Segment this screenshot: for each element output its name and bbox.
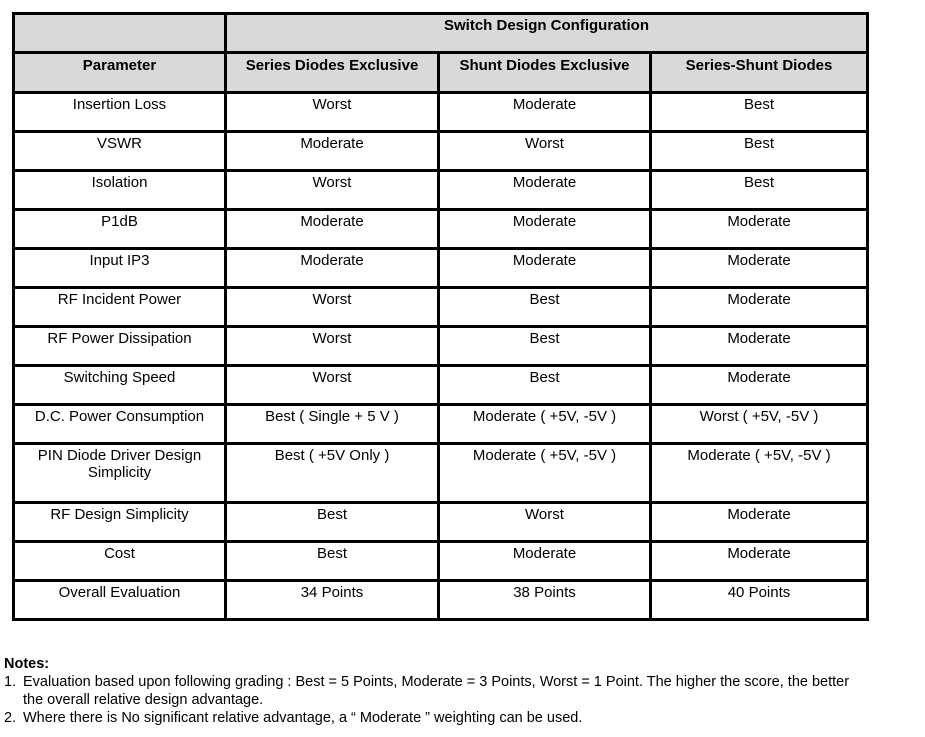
series-shunt-cell: Moderate ( +5V, -5V ) bbox=[651, 444, 868, 503]
series-shunt-cell: Moderate bbox=[651, 542, 868, 581]
series-shunt-cell: Moderate bbox=[651, 503, 868, 542]
series-shunt-cell: Moderate bbox=[651, 249, 868, 288]
table-row bbox=[14, 288, 868, 327]
column-header-series: Series Diodes Exclusive bbox=[226, 53, 439, 93]
table-row bbox=[14, 581, 868, 620]
shunt-cell: Moderate ( +5V, -5V ) bbox=[439, 444, 651, 503]
table-row bbox=[14, 444, 868, 503]
series-cell: Worst bbox=[226, 327, 439, 366]
notes-title: Notes: bbox=[4, 656, 50, 672]
corner-header-cell bbox=[14, 14, 226, 53]
parameter-cell: Cost bbox=[14, 542, 226, 581]
series-cell: Best ( Single + 5 V ) bbox=[226, 405, 439, 444]
series-cell: 34 Points bbox=[226, 581, 439, 620]
series-shunt-cell: Moderate bbox=[651, 288, 868, 327]
series-shunt-cell: Moderate bbox=[651, 366, 868, 405]
parameter-cell: Overall Evaluation bbox=[14, 581, 226, 620]
note-item bbox=[4, 673, 873, 709]
note-text: Evaluation based upon following grading : Best = 5 Points, Moderate = 3 Points, Worst = 1 Point. The higher the score, the better the overall relative design advantage. bbox=[23, 674, 850, 708]
shunt-cell: Moderate bbox=[439, 93, 651, 132]
series-cell: Best bbox=[226, 503, 439, 542]
series-cell: Worst bbox=[226, 366, 439, 405]
shunt-cell: Moderate bbox=[439, 542, 651, 581]
column-header-parameter: Parameter bbox=[14, 53, 226, 93]
table-row bbox=[14, 249, 868, 288]
series-cell: Moderate bbox=[226, 249, 439, 288]
table-row bbox=[14, 210, 868, 249]
shunt-cell: Worst bbox=[439, 503, 651, 542]
parameter-cell: Insertion Loss bbox=[14, 93, 226, 132]
parameter-cell: P1dB bbox=[14, 210, 226, 249]
shunt-cell: Moderate ( +5V, -5V ) bbox=[439, 405, 651, 444]
parameter-cell: PIN Diode Driver Design Simplicity bbox=[14, 444, 226, 503]
parameter-cell: VSWR bbox=[14, 132, 226, 171]
series-cell: Best ( +5V Only ) bbox=[226, 444, 439, 503]
table-row bbox=[14, 503, 868, 542]
column-header-shunt: Shunt Diodes Exclusive bbox=[439, 53, 651, 93]
parameter-cell: RF Incident Power bbox=[14, 288, 226, 327]
table-row bbox=[14, 542, 868, 581]
series-shunt-cell: Worst ( +5V, -5V ) bbox=[651, 405, 868, 444]
shunt-cell: Worst bbox=[439, 132, 651, 171]
series-shunt-cell: Moderate bbox=[651, 210, 868, 249]
shunt-cell: Moderate bbox=[439, 210, 651, 249]
table-row bbox=[14, 366, 868, 405]
parameter-cell: RF Design Simplicity bbox=[14, 503, 226, 542]
table-row bbox=[14, 171, 868, 210]
series-cell: Worst bbox=[226, 288, 439, 327]
shunt-cell: Best bbox=[439, 288, 651, 327]
series-cell: Moderate bbox=[226, 210, 439, 249]
series-shunt-cell: 40 Points bbox=[651, 581, 868, 620]
parameter-cell: RF Power Dissipation bbox=[14, 327, 226, 366]
shunt-cell: Best bbox=[439, 327, 651, 366]
table-row bbox=[14, 132, 868, 171]
table-row bbox=[14, 93, 868, 132]
note-item bbox=[4, 709, 873, 727]
shunt-cell: Moderate bbox=[439, 171, 651, 210]
series-shunt-cell: Moderate bbox=[651, 327, 868, 366]
shunt-cell: 38 Points bbox=[439, 581, 651, 620]
series-shunt-cell: Best bbox=[651, 171, 868, 210]
parameter-cell: Switching Speed bbox=[14, 366, 226, 405]
series-shunt-cell: Best bbox=[651, 93, 868, 132]
shunt-cell: Moderate bbox=[439, 249, 651, 288]
series-cell: Worst bbox=[226, 171, 439, 210]
series-shunt-cell: Best bbox=[651, 132, 868, 171]
notes-section bbox=[4, 655, 873, 727]
comparison-table bbox=[12, 12, 869, 621]
note-number: 1. bbox=[4, 674, 17, 690]
table-row bbox=[14, 327, 868, 366]
series-cell: Best bbox=[226, 542, 439, 581]
note-text: Where there is No significant relative advantage, a “ Moderate ” weighting can be used. bbox=[23, 710, 583, 726]
parameter-cell: Input IP3 bbox=[14, 249, 226, 288]
group-header: Switch Design Configuration bbox=[226, 14, 868, 53]
shunt-cell: Best bbox=[439, 366, 651, 405]
table-row bbox=[14, 405, 868, 444]
column-header-series-shunt: Series-Shunt Diodes bbox=[651, 53, 868, 93]
parameter-cell: Isolation bbox=[14, 171, 226, 210]
note-number: 2. bbox=[4, 710, 17, 726]
series-cell: Moderate bbox=[226, 132, 439, 171]
series-cell: Worst bbox=[226, 93, 439, 132]
parameter-cell: D.C. Power Consumption bbox=[14, 405, 226, 444]
